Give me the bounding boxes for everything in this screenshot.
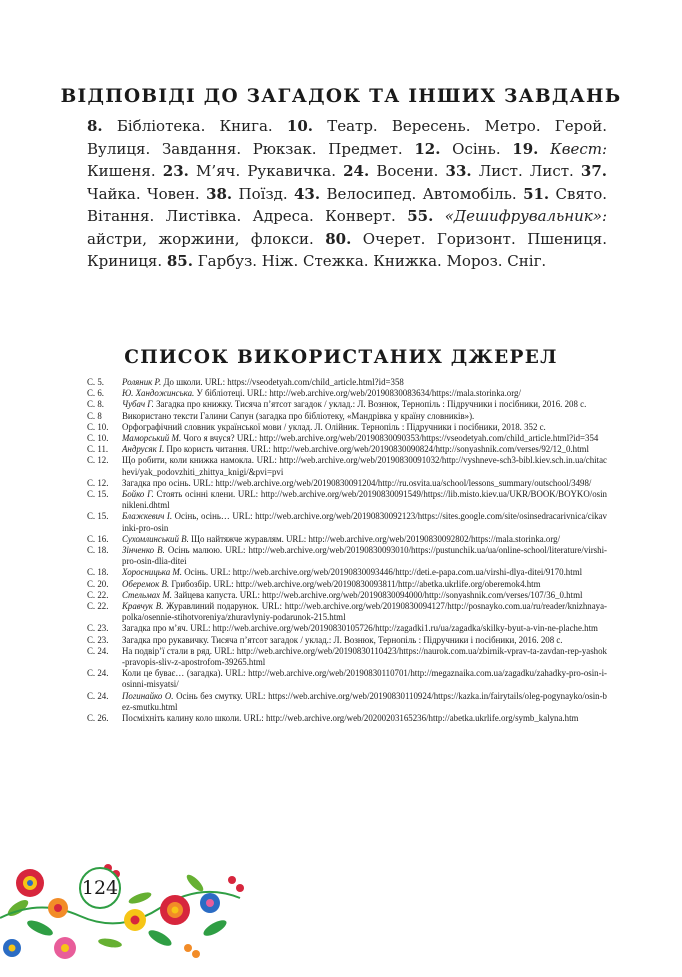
- source-entry: [87, 433, 607, 444]
- source-text: [122, 668, 607, 690]
- source-page: С. 10.: [87, 433, 109, 444]
- source-entry: [87, 545, 607, 567]
- source-page: С. 15.: [87, 511, 109, 522]
- source-citation: Осінь. URL: http://web.archive.org/web/20190830093446/http://deti.e-papa.com.ua/virshi-dlya-ditei/9170.html: [182, 567, 583, 578]
- source-entry: [87, 411, 607, 422]
- source-page: С. 8: [87, 410, 102, 421]
- source-page: С. 23.: [87, 634, 109, 645]
- source-author: Маморський М.: [122, 433, 182, 444]
- source-citation: Грибозбір. URL: http://web.archive.org/web/20190830093811/http://abetka.ukrlife.org/oberemok4.htm: [169, 578, 541, 589]
- answers-text: [87, 115, 607, 273]
- answer-number: 12.: [414, 139, 441, 158]
- source-entry: [87, 388, 607, 399]
- source-author: Роляник Р.: [122, 377, 162, 387]
- sources-list: [87, 377, 607, 724]
- answer-text: Театр. Вересень. Метро. Герой. Вулиця. Завдання. Рюкзак. Предмет.: [87, 117, 608, 158]
- source-text: [122, 489, 607, 511]
- source-citation: Осінь без смутку. URL: https://web.archive.org/web/20190830110924/https://kazka.in/fairytails/oleg-pogynayko/osin-bez-smutku.html: [122, 690, 607, 712]
- source-author: Чубач Г.: [122, 399, 154, 410]
- source-citation: У бібліотеці. URL: http://web.archive.org/web/20190830083634/https://mala.storinka.org/: [194, 388, 521, 399]
- source-text: [122, 579, 607, 590]
- source-text: [122, 646, 607, 668]
- source-entry: [87, 623, 607, 634]
- source-page: С. 24.: [87, 690, 109, 701]
- answer-number: 10.: [286, 117, 314, 135]
- source-page: С. 10.: [87, 421, 109, 432]
- source-entry: [87, 590, 607, 601]
- answer-text: Гарбуз. Ніж. Стежка. Книжка. Мороз. Сніг.: [192, 252, 547, 270]
- flower-pink: [54, 937, 76, 959]
- source-citation: Зайцева капуста. URL: http://web.archive.org/web/20190830094000/http://sonyashnik.com/verses/107/36_0.html: [171, 589, 583, 600]
- source-entry: [87, 534, 607, 545]
- source-author: Зінченко В.: [122, 545, 165, 556]
- answer-text: М’яч. Рукавичка.: [188, 162, 344, 180]
- answer-text: Лист. Лист.: [471, 162, 581, 180]
- answer-text: Поїзд.: [232, 184, 294, 203]
- answer-number: 23.: [162, 162, 189, 180]
- answer-number: 55.: [407, 207, 434, 225]
- source-text: [122, 411, 607, 422]
- source-citation: Осінь малюю. URL: http://web.archive.org/web/20190830093010/https://pustunchik.ua/ua/online-school/literature/virshi-pro-osin-dlia-ditei: [122, 545, 607, 567]
- source-author: Кравчук В.: [122, 601, 164, 612]
- source-text: [122, 455, 607, 477]
- answer-text: Осінь.: [440, 139, 513, 158]
- source-author: Стельмах М.: [122, 589, 172, 600]
- source-text: [122, 601, 607, 623]
- answer-text: Свято. Вітання. Листівка. Адреса. Конверт.: [87, 184, 608, 225]
- source-entry: [87, 478, 607, 489]
- source-text: [122, 511, 607, 533]
- source-text: [122, 545, 607, 567]
- answer-number: 33.: [445, 162, 472, 180]
- source-author: Бойко Г.: [122, 489, 154, 500]
- source-page: С. 16.: [87, 533, 109, 544]
- source-text: [122, 713, 607, 724]
- source-page: С. 24.: [87, 668, 109, 679]
- answer-text: Очерет. Горизонт. Пшениця. Криниця.: [87, 229, 607, 270]
- flower-yellow: [124, 909, 146, 931]
- source-entry: [87, 444, 607, 455]
- source-entry: [87, 422, 607, 433]
- source-page: С. 12.: [87, 455, 109, 466]
- source-page: С. 20.: [87, 578, 109, 589]
- source-page: С. 6.: [87, 388, 105, 399]
- flower-blue-right: [200, 893, 220, 913]
- source-citation: Що найтяжче журавлям. URL: http://web.archive.org/web/20190830092802/https://mala.storinka.org/: [188, 533, 561, 544]
- source-page: С. 18.: [87, 567, 109, 578]
- source-entry: [87, 455, 607, 477]
- answer-text: Кишеня.: [87, 162, 163, 180]
- source-entry: [87, 713, 607, 724]
- flower-blue: [3, 939, 21, 957]
- source-text: [122, 623, 607, 634]
- source-text: [122, 444, 607, 455]
- source-citation: Осінь, осінь… URL: http://web.archive.org/web/20190830092123/https://sites.google.com/site/osinsedracarivnica/cikavinki-pro-osin: [122, 511, 607, 533]
- source-text: [122, 590, 607, 601]
- source-text: [122, 567, 607, 578]
- source-entry: [87, 399, 607, 410]
- source-citation: Загадка про м’яч. URL: http://web.archive.org/web/20190830105726/http://zagadki1.ru/ua/zagadka/skilky-byut-a-vin-ne-plache.htm: [122, 623, 598, 634]
- source-page: С. 8.: [87, 399, 105, 410]
- source-citation: Про користь читання. URL: http://web.archive.org/web/20190830090824/http://sonyashnik.com/verses/92/12_0.html: [164, 444, 589, 455]
- source-entry: [87, 601, 607, 623]
- source-page: С. 22.: [87, 589, 109, 600]
- source-text: [122, 635, 607, 646]
- answer-task-name: «Дешифрувальник»:: [433, 207, 608, 225]
- source-text: [122, 534, 607, 545]
- source-page: С. 12.: [87, 477, 109, 488]
- source-page: С. 22.: [87, 601, 109, 612]
- source-entry: [87, 646, 607, 668]
- source-text: [122, 433, 607, 444]
- source-citation: Загадка про рукавичку. Тисяча п’ятсот загадок / уклад.: Л. Вознюк, Тернопіль : Підручники і посібники, 2016. 208 с.: [122, 634, 563, 645]
- answer-text: Велосипед. Автомобіль.: [320, 184, 524, 203]
- answer-task-name: Квест:: [538, 139, 607, 158]
- source-author: Ю. Хандожинська.: [122, 388, 195, 399]
- source-entry: [87, 635, 607, 646]
- sources-heading: СПИСОК ВИКОРИСТАНИХ ДЖЕРЕЛ: [124, 347, 558, 368]
- source-citation: Загадка про книжку. Тисяча п’ятсот загадок / уклад.: Л. Вознюк, Тернопіль : Підручники і посібники, 2016. 208 с.: [153, 399, 587, 410]
- answer-text: айстри, жоржини, флокси.: [87, 229, 326, 248]
- source-citation: Стоять осінні клени. URL: http://web.archive.org/web/20190830091549/https://lib.misto.kiev.ua/UKR/BOOK/BOYKO/osinnikleni.dhtml: [122, 489, 607, 511]
- source-text: [122, 478, 607, 489]
- source-citation: Використано тексти Галини Сапун (загадка про бібліотеку, «Мандрівка у країну словників»).: [122, 410, 475, 421]
- answer-text: Чайка. Човен.: [87, 184, 207, 203]
- answer-text: Восени.: [369, 162, 446, 180]
- source-citation: На подвір’ї стали в ряд. URL: http://web.archive.org/web/20190830110423/https://naurok.com.ua/zbirnik-vprav-ta-zavdan-rep-yashok-pravopis-sliv-z-apostrofom-39265.html: [122, 645, 607, 668]
- source-text: [122, 399, 607, 410]
- source-entry: [87, 579, 607, 590]
- answer-number: 24.: [343, 162, 370, 180]
- source-author: Блажкевич І.: [122, 511, 173, 522]
- source-page: С. 11.: [87, 444, 109, 455]
- answer-number: 85.: [166, 252, 193, 270]
- source-entry: [87, 377, 607, 388]
- source-entry: [87, 567, 607, 578]
- source-text: [122, 422, 607, 433]
- flower-orange: [48, 898, 68, 918]
- answer-number: 8.: [87, 117, 103, 135]
- source-citation: До школи. URL: https://vseodetyah.com/child_article.html?id=358: [161, 377, 404, 387]
- source-page: С. 24.: [87, 645, 109, 656]
- source-page: С. 15.: [87, 489, 109, 500]
- answer-number: 19.: [512, 139, 539, 158]
- answer-text: Бібліотека. Книга.: [102, 117, 287, 135]
- source-author: Хоросницька М.: [122, 567, 183, 578]
- answer-number: 51.: [523, 184, 550, 203]
- source-citation: Журавлиний подарунок. URL: http://web.archive.org/web/20190830094127/http://posnayko.com.ua/ru/reader/knizhnaya-polka/osennie-stihotvoreniya/zhuravlyniy-podarunok-215.html: [122, 601, 607, 623]
- source-entry: [87, 489, 607, 511]
- flower-red-large: [16, 869, 44, 897]
- source-text: [122, 691, 607, 713]
- source-citation: Коли це буває… (загадка). URL: http://web.archive.org/web/20190830110701/http://megaznaika.com.ua/zagadku/zahadky-pro-osin-i-osinni-misyatsi/: [122, 668, 607, 690]
- answer-number: 43.: [294, 184, 321, 203]
- source-author: Андрусяк І.: [122, 444, 165, 455]
- source-page: С. 18.: [87, 545, 109, 556]
- source-page: С. 23.: [87, 623, 109, 634]
- source-author: Погинайко О.: [122, 690, 174, 701]
- source-page: С. 26.: [87, 713, 109, 724]
- source-entry: [87, 691, 607, 713]
- page-number: 124: [81, 877, 119, 899]
- source-citation: Загадка про осінь. URL: http://web.archive.org/web/20190830091204/http://ru.osvita.ua/school/lessons_summary/outschool/3498/: [122, 477, 592, 488]
- source-author: Сухомлинський В.: [122, 533, 189, 544]
- source-citation: Орфографічний словник української мови / уклад. Л. Олійник. Тернопіль : Підручники і посібники, 2018. 352 с.: [122, 421, 546, 432]
- source-text: [122, 377, 607, 388]
- answer-number: 37.: [580, 162, 607, 180]
- source-entry: [87, 511, 607, 533]
- answer-number: 38.: [206, 184, 233, 203]
- source-citation: Що робити, коли книжка намокла. URL: http://web.archive.org/web/20190830091032/http://vyshneve-sch3-bibl.kiev.sch.in.ua/chitachevi/yak_podovzhiti_zhittya_knigi/&pvi=pvi: [122, 455, 607, 477]
- source-entry: [87, 668, 607, 690]
- source-page: С. 5.: [87, 377, 105, 387]
- flower-red-right: [160, 895, 190, 925]
- source-citation: Посміхніть калину коло школи. URL: http://web.archive.org/web/20200203165236/http://abetka.ukrlife.org/symb_kalyna.htm: [122, 713, 579, 724]
- source-citation: Чого я вчуся? URL: http://web.archive.org/web/20190830090353/https://vseodetyah.com/child_article.html?id=354: [181, 433, 599, 444]
- source-text: [122, 388, 607, 399]
- answer-number: 80.: [325, 229, 352, 248]
- answers-heading: ВІДПОВІДІ ДО ЗАГАДОК ТА ІНШИХ ЗАВДАНЬ: [60, 86, 622, 107]
- source-author: Оберемок В.: [122, 578, 170, 589]
